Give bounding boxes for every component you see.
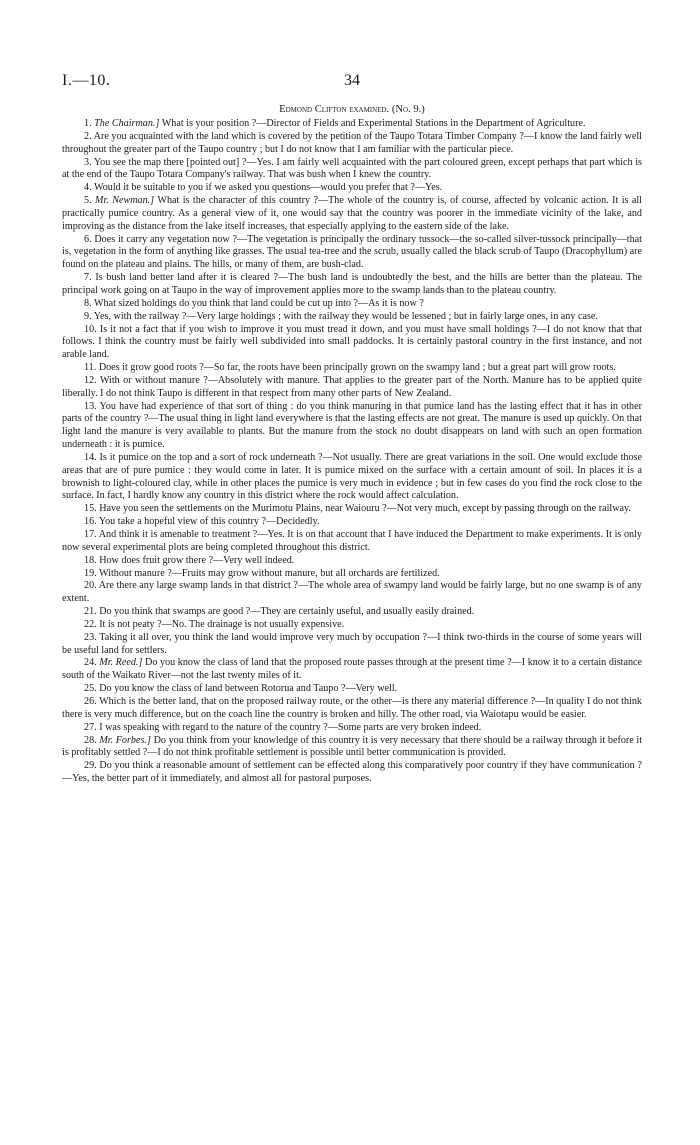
question-number: 21. (84, 606, 97, 618)
question-text: Is it not a fact that if you wish to improve it you must tread it down, and you must have small holdings ?—I do not know that that follows. I think the country must be fairly well subdivided into small paddocks. It is certainly pastoral country in the first instance, and not arable land. (62, 323, 642, 361)
speaker: The Chairman.] (94, 118, 160, 129)
question-paragraph (62, 580, 642, 606)
question-number: 19. (84, 567, 97, 579)
question-text: Is bush land better land after it is cleared ?—The bush land is undoubtedly the best, and the hills are better than the plateau. The principal work going on at Taupo in the way of improvement applies more to the swamp lands than to the plateau country. (62, 272, 643, 296)
question-number: 11. (84, 362, 97, 374)
question-text: Are you acquainted with the land which is covered by the petition of the Taupo Totara Timber Company ?—I know the land fairly well throughout the greater part of the Taupo country ; but I do not know that I am familiar with the particular piece. (62, 130, 642, 155)
question-text: Do you think that swamps are good ?—They are certainly useful, and usually easily drained. (99, 606, 475, 618)
question-number: 8. (84, 297, 92, 309)
question-text: Do you know the class of land between Rotorua and Taupo ?—Very well. (99, 683, 398, 695)
question-paragraph (62, 735, 642, 761)
witness-heading: Edmond Clifton examined. (No. 9.) (279, 104, 425, 115)
question-paragraph (62, 234, 642, 273)
speaker: Mr. Newman.] (95, 195, 155, 207)
question-number: 4. (84, 182, 92, 194)
question-text: What sized holdings do you think that land could be cut up into ?—As it is now ? (93, 297, 424, 309)
question-number: 15. (84, 503, 97, 515)
question-text: Do you know the class of land that the proposed route passes through at the present time ?—I know it to a certain distance south of the Waikato River—not the last twenty miles of it. (62, 657, 643, 682)
question-paragraph (62, 657, 642, 683)
question-number: 13. (84, 400, 97, 412)
question-paragraph (62, 182, 642, 195)
question-paragraph (62, 362, 642, 375)
question-text: It is not peaty ?—No. The drainage is not usually expensive. (99, 618, 345, 630)
question-number: 1. (84, 118, 92, 129)
question-paragraph (62, 401, 642, 452)
parliamentary-paper-reference: I.—10. (62, 72, 111, 89)
question-text: And think it is amenable to treatment ?—Yes. It is on that account that I have induced the Department to make experiments. It is only now several experimental plots are being completed throughout this district. (62, 529, 642, 553)
question-number: 25. (84, 683, 97, 695)
question-paragraph (62, 683, 642, 696)
question-number: 27. (84, 721, 97, 733)
question-number: 29. (84, 760, 97, 772)
question-text: Without manure ?—Fruits may grow without manure, but all orchards are fertilized. (99, 567, 440, 579)
question-number: 18. (84, 554, 97, 566)
question-paragraph (62, 452, 642, 503)
question-text: I was speaking with regard to the nature of the country ?—Some parts are very broken indeed. (99, 721, 482, 733)
question-paragraph (62, 555, 642, 568)
question-number: 16. (84, 516, 97, 528)
question-text: What is the character of this country ?—The whole of the country is, of course, affected by volcanic action. It is all practically pumice country. As a general view of it, one would say that the country was poorer in the immediate vicinity of the lake, and improving as the distance from the lake itself increases, that especially applying to the eastern side of the lake. (62, 195, 642, 232)
question-number: 3. (84, 156, 92, 168)
speaker: Mr. Forbes.] (99, 734, 151, 746)
question-paragraph (62, 298, 642, 311)
question-text: Do you think from your knowledge of this country it is very necessary that there should be a railway through it before it is profitably settled ?—I do not think profitable settlement is possible until better communication is provided. (62, 734, 643, 759)
page-number: 34 (344, 72, 360, 89)
question-text: Do you think a reasonable amount of settlement can be effected along this comparatively poor country if they have communication ?—Yes, the better part of it immediately, and almost all for pastoral purposes. (62, 760, 642, 785)
question-paragraph (62, 696, 642, 722)
question-paragraph (62, 131, 642, 157)
question-paragraph (62, 311, 642, 324)
question-paragraph (62, 516, 642, 529)
question-number: 17. (84, 529, 97, 540)
question-number: 20. (84, 580, 97, 592)
question-text: Taking it all over, you think the land would improve very much by occupation ?—I think two-thirds in the course of some years will be useful land for settlers. (62, 631, 642, 656)
question-number: 26. (84, 695, 97, 707)
question-number: 7. (84, 272, 92, 284)
question-number: 12. (84, 374, 97, 386)
question-text: Which is the better land, that on the proposed railway route, or the other—is there any material difference ?—In quality I do not think there is very much difference, but on the coach line the country is broken and hilly. The other road, via Waiotapu would be easier. (62, 695, 642, 720)
question-paragraph (62, 606, 642, 619)
question-text: With or without manure ?—Absolutely with manure. That applies to the greater part of the North. Manure has to be applied quite liberally. I do not think Taupo is different in that respect from many other parts of New Zealand. (62, 374, 642, 399)
question-number: 22. (84, 618, 97, 630)
question-paragraph (62, 118, 642, 131)
question-text: Does it grow good roots ?—So far, the roots have been principally grown on the swampy land ; but a great part will grow roots. (98, 362, 616, 374)
question-number: 28. (84, 734, 97, 746)
question-paragraph (62, 157, 642, 183)
question-paragraph (62, 760, 642, 786)
question-paragraph (62, 324, 642, 363)
question-paragraph (62, 619, 642, 632)
question-text: Is it pumice on the top and a sort of rock underneath ?—Not usually. There are great variations in the soil. One would exclude those areas that are of pure pumice : they would come in later. It is pumice mixed on the surface with a certain amount of soil. In places it is a brownish to light-coloured clay, while in other places the pumice is very much in evidence ; but in few cases do you find the rock close to the surface. In fact, I hardly know any country in this district where the rock would affect calculation. (62, 451, 642, 502)
question-number: 6. (84, 233, 92, 245)
question-number: 24. (84, 657, 97, 669)
question-paragraph (62, 375, 642, 401)
question-number: 14. (84, 451, 97, 463)
question-text: Yes, with the railway ?—Very large holdings ; with the railway they would be lessened ; but in fairly large ones, in any case. (93, 310, 598, 322)
question-paragraph (62, 568, 642, 581)
question-number: 2. (84, 130, 92, 142)
question-paragraph (62, 195, 642, 234)
speaker: Mr. Reed.] (99, 657, 143, 669)
question-paragraph (62, 503, 642, 516)
question-text: Would it be suitable to you if we asked you questions—would you prefer that ?—Yes. (93, 182, 443, 194)
question-text: How does fruit grow there ?—Very well indeed. (99, 554, 295, 566)
question-paragraph (62, 722, 642, 735)
question-paragraph (62, 529, 642, 555)
question-paragraph (62, 632, 642, 658)
question-text: You have had experience of that sort of thing : do you think manuring in that pumice land has the lasting effect that it has in other parts of the country ?—The usual thing in light land everywhere is that the lasting effects are not great. The manure is used up quickly. On that light land the manure is very available to plants. But the manure from the stock no doubt disappears on land with such an open formation underneath : it is pumice. (62, 400, 642, 451)
question-number: 23. (84, 631, 97, 643)
question-number: 9. (84, 310, 92, 322)
question-text: Are there any large swamp lands in that district ?—The whole area of swampy land would be fairly large, but no one swamp is of any extent. (62, 580, 642, 605)
question-paragraph (62, 272, 642, 298)
question-number: 10. (84, 323, 97, 335)
question-text: Have you seen the settlements on the Murimotu Plains, near Waiouru ?—Not very much, except by passing through on the railway. (99, 503, 631, 515)
testimony-body (62, 118, 642, 786)
question-number: 5. (84, 195, 92, 207)
question-text: Does it carry any vegetation now ?—The vegetation is principally the ordinary tussock—the so-called silver-tussock principally—that is, vegetation in the form of anything like grasses. The usual tea-tree and the scrub, usually called the black scrub of Taupo (Dracophyllum) are found on the plateau and plains. The hills, or many of them, are bush-clad. (62, 233, 642, 271)
question-text: What is your position ?—Director of Fields and Experimental Stations in the Department of Agriculture. (161, 118, 586, 129)
question-text: You see the map there [pointed out] ?—Yes. I am fairly well acquainted with the part coloured green, except perhaps that part which is at the end of the Taupo Totara Company's railway. That was bush when I knew the country. (62, 156, 642, 181)
question-text: You take a hopeful view of this country ?—Decidedly. (98, 516, 320, 528)
page-header (62, 72, 642, 96)
